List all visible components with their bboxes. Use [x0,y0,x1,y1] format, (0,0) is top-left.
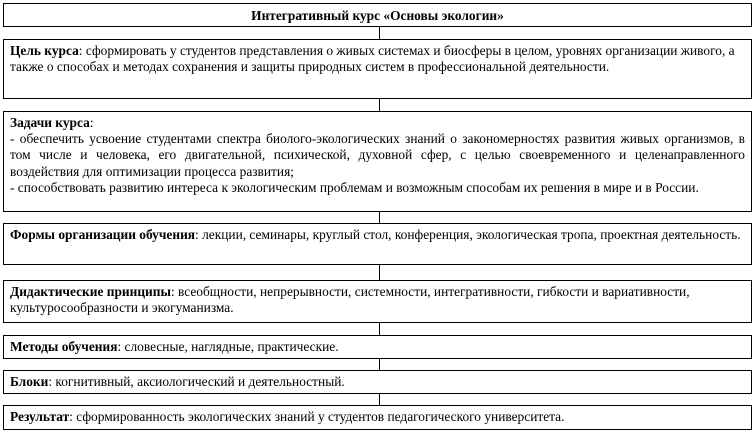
connector-line [379,323,380,335]
diagram-title-box [3,3,752,27]
course-goal-text: : сформировать у студентов представления о живых системах и биосферы в целом, уровнях организации живого, а также о способах и методах сохранения и защиты природных систем в профессиональной деятельности. [10,43,735,75]
diagram-title: Интегративный курс «Основы экологии» [251,8,504,23]
teaching-methods-text: : словесные, наглядные, практические. [117,339,339,354]
connector-line [379,394,380,405]
course-goal-label: Цель курса [10,43,79,58]
course-goal-box [3,39,752,99]
teaching-methods-box [3,335,752,359]
learning-forms-box [3,223,752,265]
course-tasks-label: Задачи курса [10,115,90,130]
connector-line [379,265,380,280]
course-result-box [3,405,752,430]
course-tasks-box [3,111,752,212]
teaching-methods-label: Методы обучения [10,339,118,354]
learning-forms-label: Формы организации обучения [10,227,196,242]
course-result-label: Результат [10,409,70,424]
course-blocks-label: Блоки [10,374,49,389]
didactic-principles-label: Дидактические принципы [10,284,171,299]
course-tasks-colon: : [89,115,94,130]
didactic-principles-text: : всеобщности, непрерывности, системности, интегративности, гибкости и вариативности, культуросообразности и экогуманизма. [10,284,690,316]
course-blocks-box [3,370,752,394]
didactic-principles-box [3,280,752,323]
connector-line [379,359,380,370]
course-task-item: - обеспечить усвоение студентами спектра биолого-экологических знаний о закономерностях развития живых организмов, в том числе и человека, его двигательной, психической, духовной сфер, с целью своевременного и целенаправленного воздействия для оптимизации процесса развития; [10,131,745,179]
course-task-item: - способствовать развитию интереса к экологическим проблемам и возможным способам их решения в мире и в России. [10,179,699,195]
learning-forms-text: : лекции, семинары, круглый стол, конференция, экологическая тропа, проектная деятельность. [195,227,741,242]
connector-line [379,212,380,223]
course-blocks-text: : когнитивный, аксиологический и деятельностный. [48,374,345,389]
connector-line [379,99,380,111]
connector-line [379,27,380,39]
course-result-text: : сформированность экологических знаний у студентов педагогического университета. [69,409,565,424]
